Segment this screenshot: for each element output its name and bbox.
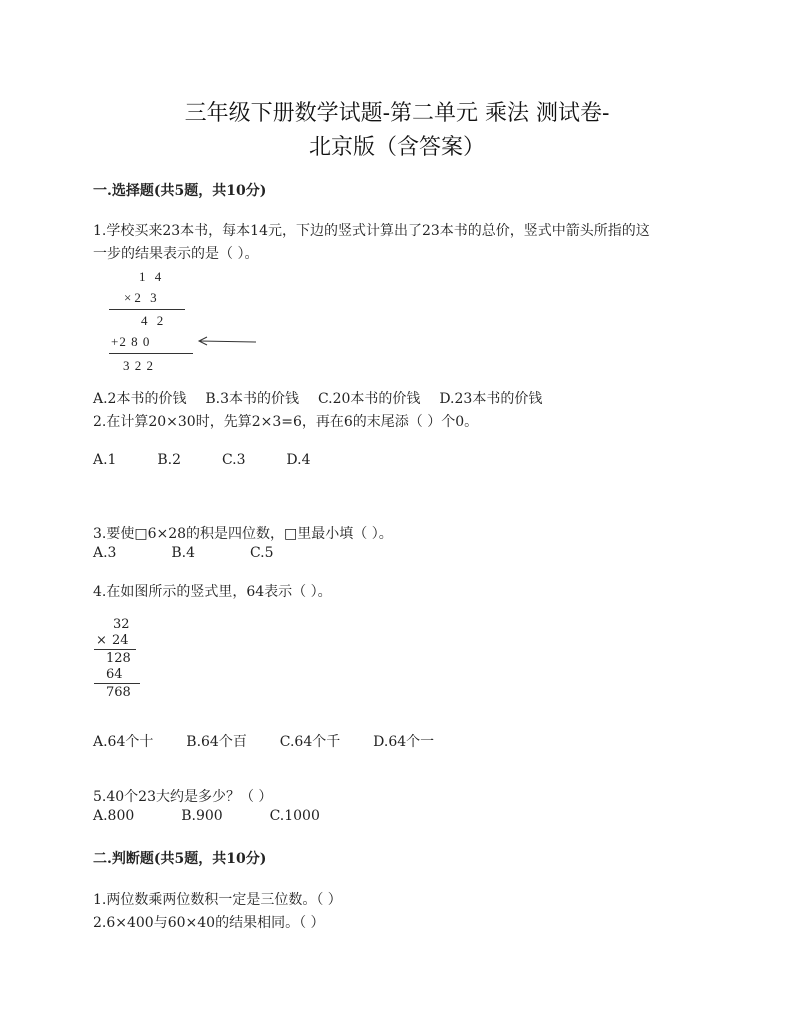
calc1-row-product: 3 2 2 (123, 358, 154, 373)
question-1-option-a[interactable]: A.2本书的价钱 (93, 391, 187, 407)
judgement-question-2-text: 2.6×400与60×40的结果相同。（ ） (93, 915, 325, 931)
calc1-rule-2 (109, 353, 193, 354)
question-5-text: 5.40个23大约是多少？（ ） (93, 789, 273, 805)
question-2-option-b[interactable]: B.2 (157, 452, 182, 468)
question-3-option-b[interactable]: B.4 (171, 545, 196, 561)
question-2-options (93, 452, 311, 468)
question-2-option-a[interactable]: A.1 (93, 452, 117, 468)
question-1-option-d[interactable]: D.23本书的价钱 (439, 391, 543, 407)
question-5-options (93, 808, 320, 824)
question-1-option-c[interactable]: C.20本书的价钱 (317, 391, 421, 407)
calc4-row-product: 768 (106, 685, 131, 700)
calc1-row-multiplier: ×2 3 (124, 290, 160, 305)
question-1-option-b[interactable]: B.3本书的价钱 (205, 391, 300, 407)
question-4-option-c[interactable]: C.64个千 (279, 734, 341, 750)
section-heading-judgement: 二.判断题(共5题，共10分) (93, 851, 267, 867)
calc4-row-multiplicand: 32 (113, 617, 130, 632)
left-arrow-icon (196, 334, 258, 348)
question-4-option-d[interactable]: D.64个一 (373, 734, 435, 750)
question-1-options (93, 388, 542, 408)
calc4-row-partial2: 64 (106, 667, 123, 682)
question-2-option-d[interactable]: D.4 (286, 452, 311, 468)
page-title-line2: 北京版（含答案） (308, 135, 485, 160)
question-1-text-line1: 1.学校买来23本书，每本14元，下边的竖式计算出了23本书的总价，竖式中箭头所指的这 (93, 223, 650, 239)
judgement-question-1-text: 1.两位数乘两位数积一定是三位数。（ ） (93, 892, 342, 908)
calc1-row-multiplicand: 1 4 (139, 269, 165, 284)
question-4-option-a[interactable]: A.64个十 (93, 734, 154, 750)
calc4-row-partial1: 128 (106, 651, 131, 666)
calc1-row-partial2: +2 8 0 (111, 334, 151, 349)
question-2-option-c[interactable]: C.3 (221, 452, 246, 468)
calc4-rule-2 (94, 683, 140, 684)
question-4-option-b[interactable]: B.64个百 (186, 734, 247, 750)
question-3-option-a[interactable]: A.3 (93, 545, 117, 561)
question-3-text: 3.要使□6×28的积是四位数，□里最小填（ ）。 (93, 526, 393, 542)
question-3-option-c[interactable]: C.5 (249, 545, 274, 561)
question-5-option-c[interactable]: C.1000 (269, 808, 320, 824)
calc4-rule-1 (94, 649, 136, 650)
calc4-times-sign: × (96, 633, 107, 648)
question-4-text: 4.在如图所示的竖式里，64表示（ ）。 (93, 584, 332, 600)
calc1-rule-1 (109, 309, 185, 310)
question-5-option-b[interactable]: B.900 (181, 808, 223, 824)
question-2-text: 2.在计算20×30时，先算2×3=6，再在6的末尾添（ ）个0。 (93, 414, 479, 430)
section-heading-choice: 一.选择题(共5题，共10分) (93, 183, 267, 199)
question-1-text-line2: 一步的结果表示的是（ ）。 (93, 246, 259, 262)
question-4-options (93, 731, 434, 751)
calc4-row-multiplier: 24 (112, 633, 129, 648)
page-title-line1: 三年级下册数学试题-第二单元 乘法 测试卷- (184, 101, 610, 126)
question-3-options (93, 545, 274, 561)
calc1-row-partial1: 4 2 (141, 313, 167, 328)
question-5-option-a[interactable]: A.800 (93, 808, 135, 824)
